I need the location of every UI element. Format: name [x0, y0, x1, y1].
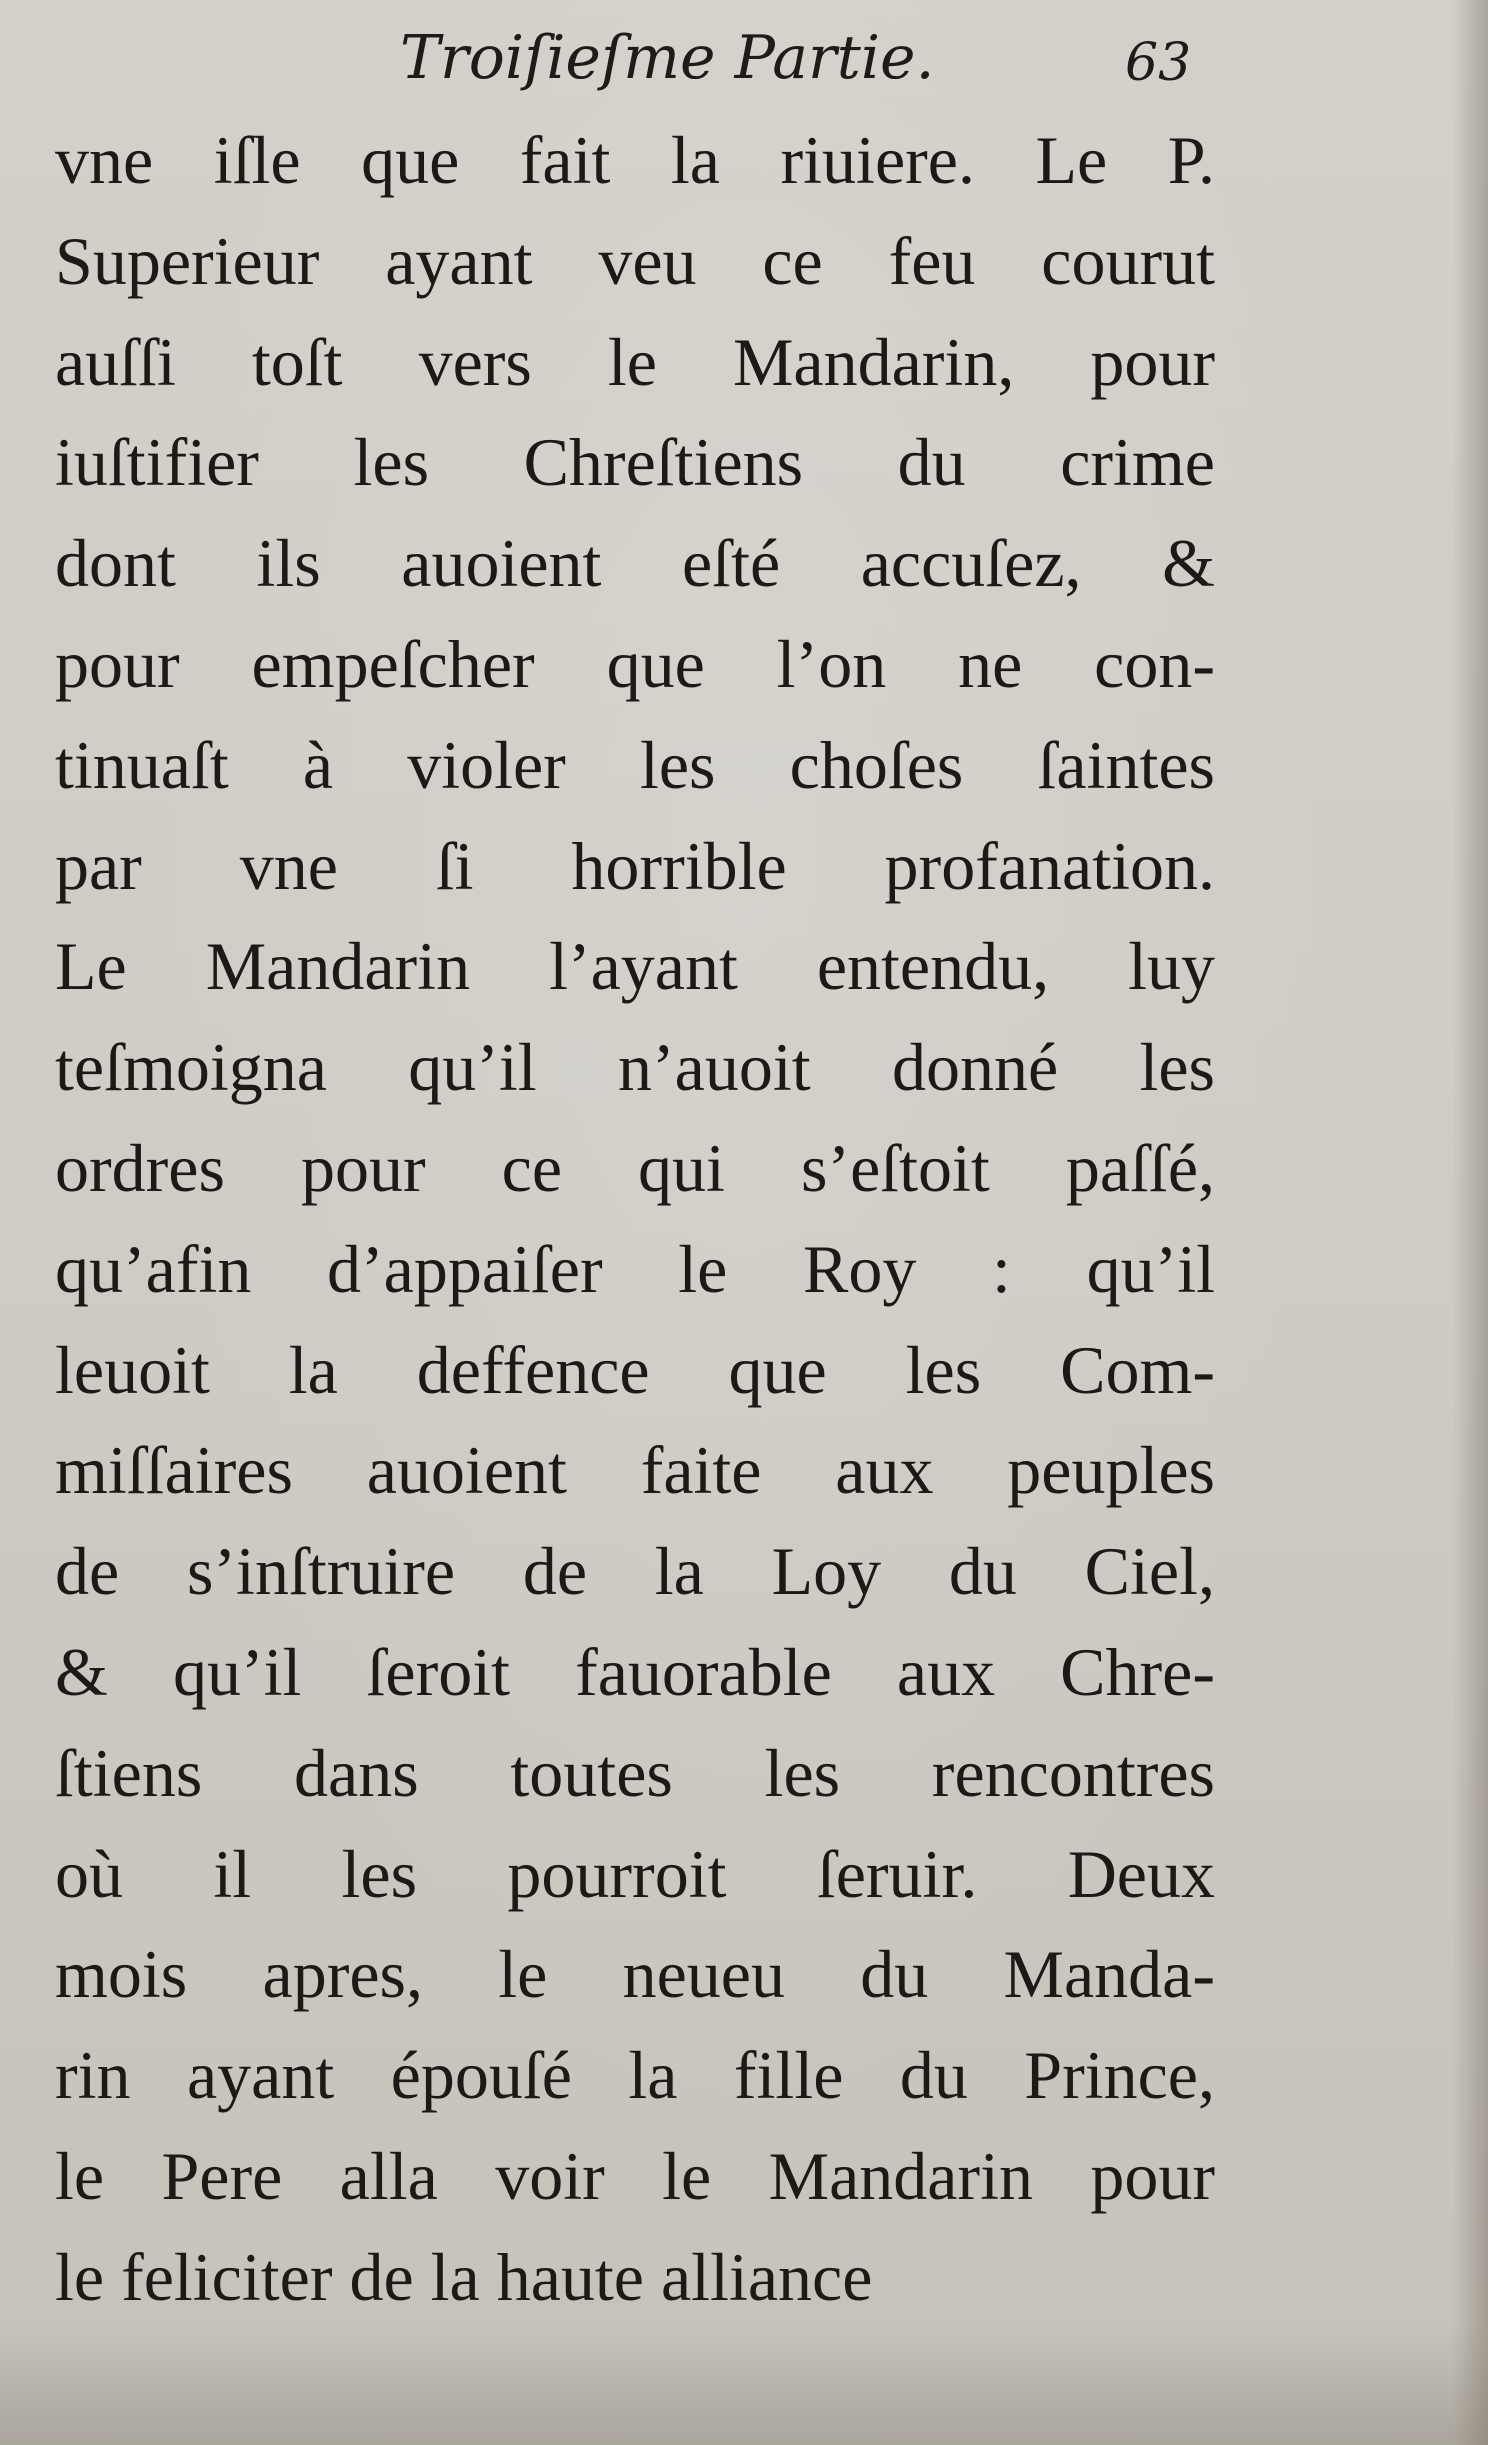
- text-line: vne iſle que fait la riuiere. Le P.: [55, 122, 1215, 198]
- text-line: Le Mandarin l’ayant entendu, luy: [55, 928, 1215, 1005]
- text-line: de s’inſtruire de la Loy du Ciel,: [55, 1533, 1215, 1610]
- text-line: pour empeſcher que l’on ne con-: [55, 625, 1215, 702]
- body-text: [55, 110, 1215, 2328]
- text-line: tinuaſt à violer les choſes ſaintes: [55, 726, 1215, 803]
- text-line: auſſi toſt vers le Mandarin, pour: [55, 323, 1215, 400]
- text-line: par vne ſi horrible profanation.: [55, 827, 1215, 904]
- text-line: qu’afin d’appaiſer le Roy : qu’il: [55, 1230, 1215, 1307]
- text-line: le Pere alla voir le Mandarin pour: [55, 2137, 1215, 2214]
- text-line: le feliciter de la haute alliance: [55, 2238, 873, 2315]
- text-line: miſſaires auoient faite aux peuples: [55, 1432, 1215, 1509]
- page-number: 63: [1125, 33, 1192, 93]
- page-bottom-shade: [0, 2325, 1488, 2445]
- text-line: iuſtifier les Chreſtiens du crime: [55, 424, 1215, 501]
- text-line: mois apres, le neueu du Manda-: [55, 1936, 1215, 2013]
- running-head: Troiſieſme Partie.: [400, 23, 935, 93]
- text-line: ordres pour ce qui s’eſtoit paſſé,: [55, 1129, 1215, 1206]
- page-edge-shadow: [1452, 0, 1488, 2445]
- text-line: dont ils auoient eſté accuſez, &: [55, 525, 1215, 602]
- text-line: & qu’il ſeroit fauorable aux Chre-: [55, 1633, 1215, 1710]
- text-line: leuoit la deffence que les Com-: [55, 1331, 1215, 1408]
- text-line: où il les pourroit ſeruir. Deux: [55, 1835, 1215, 1912]
- text-line: teſmoigna qu’il n’auoit donné les: [55, 1029, 1215, 1106]
- text-line: ſtiens dans toutes les rencontres: [55, 1734, 1215, 1811]
- text-line: rin ayant épouſé la fille du Prince,: [55, 2037, 1215, 2114]
- text-line: Superieur ayant veu ce feu courut: [55, 222, 1215, 299]
